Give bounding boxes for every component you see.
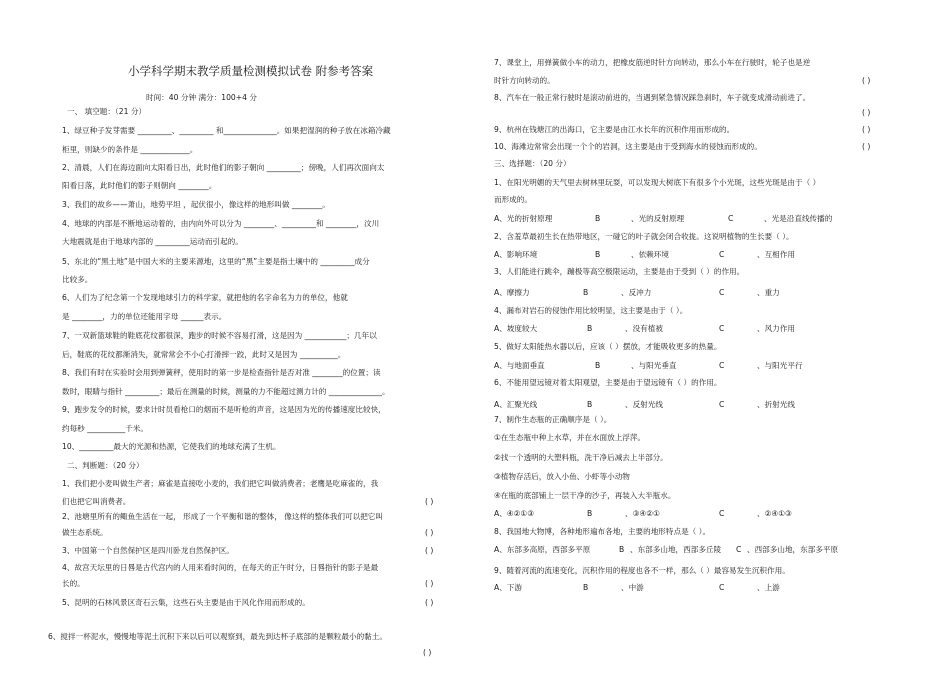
option-label: 、反射光线 (625, 400, 663, 409)
answer-paren: ( ) (862, 142, 871, 151)
question-line: 1、我们把小麦叫做生产者；麻雀是直接吃小麦的，我们把它叫做消费者；老鹰是吃麻雀的，我 (62, 479, 379, 488)
answer-paren: ( ) (425, 528, 434, 537)
option-label: 、东部多山地，西部多丘陵 (630, 545, 722, 554)
question-line: 们也把它叫消费者。 (62, 497, 131, 506)
question-line: ④在瓶的底部铺上一层干净的沙子，再装入大半瓶水。 (494, 491, 676, 500)
answer-paren: ( ) (423, 648, 432, 657)
option-label: A、④②①③ (494, 509, 535, 518)
question-line: 4、漏布对岩石的侵蚀作用比较明显，这主要是由于（ ）。 (494, 306, 688, 315)
question-line: 长的。 (62, 579, 85, 588)
question-line: 是 ________，力的单位还能用字母 ______表示。 (62, 312, 227, 321)
question-line: 3、我们的故乡——萧山，地势平坦 ，起伏很小，像这样的地形叫做 ________。 (62, 200, 330, 209)
option-label: 、重力 (757, 288, 780, 297)
question-line: 6、不能用望远镜对着太阳观望，主要是由于望远镜有（ ）的作用。 (494, 378, 722, 387)
answer-paren: ( ) (425, 497, 434, 506)
question-line: 二、判断题：（20 分） (67, 461, 144, 470)
option-label: C (728, 214, 734, 223)
question-line: 7、制作生态瓶的正确顺序是（ ）。 (494, 415, 612, 424)
option-label: 、没有植被 (625, 324, 663, 333)
option-label: 、风力作用 (757, 324, 795, 333)
option-label: 、③④②① (625, 509, 660, 518)
question-line: 数时，眼睛与指针 _________；最后在测量的时候，测量的力不能超过测力计的 ______________。 (62, 387, 390, 396)
option-label: 、光的反射原理 (631, 214, 685, 223)
option-label: A、与地面垂直 (494, 361, 545, 370)
option-label: C (719, 400, 725, 409)
question-line: 9、杭州在钱塘江的出海口，它主要是由江水长年的沉积作用而形成的。 (494, 125, 735, 134)
question-line: 后，鞋底的花纹都渐消失，就常常会不小心打滑摔一跤，此时又是因为 __________。 (62, 350, 346, 359)
option-label: B (587, 400, 593, 409)
option-label: A、汇聚光线 (494, 400, 538, 409)
answer-paren: ( ) (425, 598, 434, 607)
question-line: 8、我们有时在实验时会用到弹簧秤，使用时的第一步是检查指针是否对准 ________的位置；读 (62, 368, 381, 377)
question-line: 9、跑步发令的时候，要求计时员看枪口的烟而不是听枪的声音，这是因为光的传播速度比较快， (62, 405, 386, 414)
option-label: A、东部多高原，西部多平原 (494, 545, 591, 554)
option-label: B (595, 250, 601, 259)
option-label: A、坡度较大 (494, 324, 538, 333)
option-label: A、摩擦力 (494, 288, 530, 297)
question-line: 7、课堂上，用弹簧做小车的动力，把橡皮筋逆时针方向转动，那么小车在行驶时，轮子也是逆 (494, 58, 811, 67)
option-label: B (583, 288, 589, 297)
option-label: 、互相作用 (757, 250, 795, 259)
question-line: 一、 填空题：（21 分） (67, 107, 147, 116)
question-line: 3、中国第一个自然保护区是四川卧龙自然保护区。 (62, 546, 234, 555)
question-line: 做生态系统。 (62, 528, 108, 537)
question-line: 8、汽车在一般正常行驶时是滚动前进的，当遇到紧急情况踩急刹时，车子就变成滑动前进了。 (494, 93, 811, 102)
question-line: 9、随着河流的流速变化，沉积作用的程度也各不一样，那么（ ）最容易发生沉积作用。 (494, 566, 790, 575)
option-label: B (587, 509, 593, 518)
question-line: 6、人们为了纪念第一个发现地球引力的科学家，就把他的名字命名为力的单位，他就 (62, 293, 348, 302)
option-label: 、光是沿直线传播的 (764, 214, 833, 223)
question-line: 2、清晨，人们在海边面向太阳看日出，此时他们的影子朝向 _________；傍晚，人们再次面向太 (62, 163, 385, 172)
option-label: B (619, 545, 625, 554)
option-label: C (719, 583, 725, 592)
option-label: A、光的折射原理 (494, 214, 553, 223)
answer-paren: ( ) (862, 76, 871, 85)
question-line: 比较多。 (62, 275, 93, 284)
question-line: 5、东北的“黑土地”是中国大米的主要来源地，这里的“黑”主要是指土壤中的 _________成分 (62, 257, 370, 266)
question-line: 10、海滩边常常会出现一个个的岩洞，这主要是由于受到海水的侵蚀而形成的。 (494, 142, 762, 151)
option-label: 、与阳光平行 (757, 361, 803, 370)
option-label: B (587, 324, 593, 333)
option-label: B (595, 214, 601, 223)
option-label: 、依赖环境 (631, 250, 669, 259)
question-line: ②找一个透明的大塑料瓶，洗干净后减去上半部分。 (494, 453, 668, 462)
page-title: 小学科学期末教学质量检测模拟试卷 附参考答案 (128, 64, 374, 78)
option-label: 、折射光线 (757, 400, 795, 409)
question-line: 约每秒 __________千米。 (62, 424, 148, 433)
question-line: ③植物存活后，放入小鱼、小虾等小动物 (494, 472, 630, 481)
option-label: 、中游 (621, 583, 644, 592)
exam-info: 时间：40 分钟 满分：100+4 分 (146, 93, 257, 102)
option-label: 、②④①③ (757, 509, 792, 518)
question-line: 而形成的。 (494, 195, 532, 204)
option-label: C (719, 250, 725, 259)
option-label: C (719, 288, 725, 297)
question-line: 大地震就是由于地球内部的 _________运动而引起的。 (62, 237, 243, 246)
question-line: 10、_________最大的光源和热源，它使我们的地球充满了生机。 (62, 442, 281, 451)
question-line: 7、一双新篮球鞋的鞋底花纹都很深，跑步的时候不容易打滑，这是因为 ___________；几年以 (62, 331, 377, 340)
question-line: 柜里，则缺少的条件是 _____________。 (62, 145, 198, 154)
option-label: A、影响环境 (494, 250, 538, 259)
answer-paren: ( ) (425, 546, 434, 555)
option-label: 、反冲力 (621, 288, 652, 297)
option-label: C (719, 361, 725, 370)
answer-paren: ( ) (862, 108, 871, 117)
option-label: 、与阳光垂直 (631, 361, 677, 370)
option-label: C (719, 324, 725, 333)
question-line: 2、池塘里所有的鲰鱼生活在一起， 形成了一个平衡和谐的整体， 像这样的整体我们可以把它叫 (62, 512, 383, 521)
question-line: 3、人们能进行跳伞，蹦极等高空极限运动，主要是由于受到（ ）的作用。 (494, 267, 745, 276)
question-line: 4、地球的内部是不断地运动着的，由内向外可以分为 ________、_________和 ________，汶川 (62, 219, 380, 228)
option-label: A、下游 (494, 583, 522, 592)
answer-paren: ( ) (425, 579, 434, 588)
option-label: 、西部多山地，东部多平原 (747, 545, 839, 554)
question-line: 2、含羞草最初生长在热带地区，一碰它的叶子就会闭合收拢。这说明植物的生长要（ ）。 (494, 232, 794, 241)
question-line: 4、故宫天坛里的日晷是古代宫内的人用来看时间的，在每天的正午时分，日晷指针的影子是最 (62, 563, 379, 572)
question-line: 阳看日落，此时他们的影子则朝向 ________。 (62, 181, 217, 190)
option-label: C (719, 509, 725, 518)
question-line: 1、绿豆种子发芽需要 _________、_________ 和______________。如果把湿润的种子放在冰箱冷藏 (62, 126, 391, 135)
answer-paren: ( ) (862, 125, 871, 134)
option-label: B (583, 583, 589, 592)
option-label: C (736, 545, 742, 554)
question-line: 三、选择题：（20 分） (494, 159, 571, 168)
question-line: 5、昆明的石林风景区奇石云集，这些石头主要是由于风化作用而形成的。 (62, 598, 310, 607)
question-line: ①在生态瓶中种上水草，并在水面放上浮萍。 (494, 433, 646, 442)
question-line: 时针方向转动的。 (494, 76, 555, 85)
judgement-q6: 6、搅拌一杯泥水，慢慢地等泥土沉积下来以后可以观察到，最先到达杯子底部的是颗粒最小的黏土。 (48, 632, 387, 641)
option-label: 、上游 (757, 583, 780, 592)
question-line: 5、做好太阳能热水器以后，应该（ ）摆放，才能吸收更多的热量。 (494, 342, 722, 351)
option-label: B (595, 361, 601, 370)
question-line: 1、在阳光明媚的天气里去树林里玩耍，可以发现大树底下有很多个小光斑，这些光斑是由于（ ） (494, 178, 821, 187)
question-line: 8、我国地大物博，各种地形遍布各地，主要的地形特点是（ ）。 (494, 527, 711, 536)
